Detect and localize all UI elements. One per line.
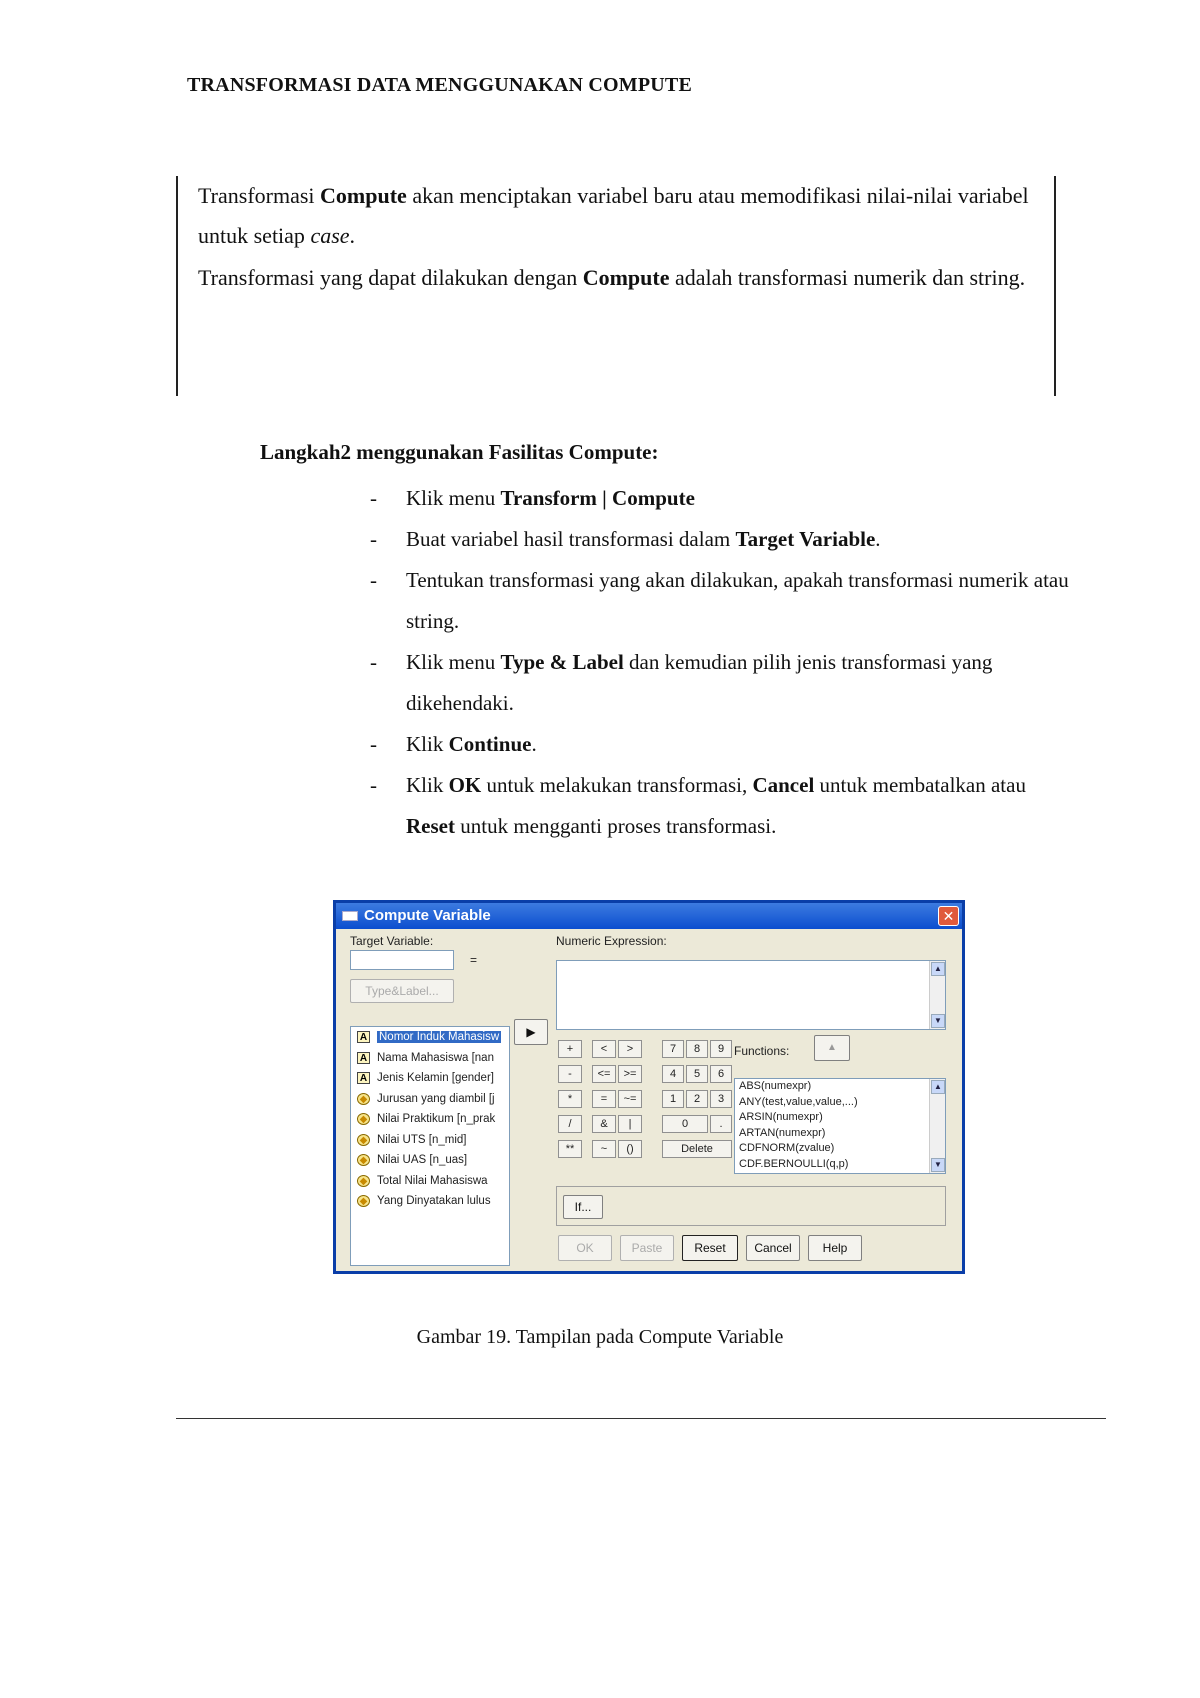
window-icon bbox=[342, 911, 358, 921]
reset-button[interactable]: Reset bbox=[682, 1235, 738, 1261]
page-title: TRANSFORMASI DATA MENGGUNAKAN COMPUTE bbox=[187, 74, 692, 96]
variable-item[interactable]: ◆ Nilai UTS [n_mid] bbox=[351, 1130, 509, 1151]
paste-button[interactable]: Paste bbox=[620, 1235, 674, 1261]
keypad-parentheses[interactable]: () bbox=[618, 1140, 642, 1158]
keypad-power[interactable]: ** bbox=[558, 1140, 582, 1158]
dialog-titlebar bbox=[336, 903, 962, 929]
step-1: - Klik menu Transform | Compute bbox=[370, 486, 695, 510]
numeric-variable-icon: ◆ bbox=[357, 1134, 370, 1146]
if-condition-area bbox=[556, 1186, 946, 1226]
keypad-not[interactable]: ~ bbox=[592, 1140, 616, 1158]
numeric-variable-icon: ◆ bbox=[357, 1195, 370, 1207]
numeric-variable-icon: ◆ bbox=[357, 1113, 370, 1125]
keypad-6[interactable]: 6 bbox=[710, 1065, 732, 1083]
steps-list bbox=[370, 478, 1070, 847]
variable-list[interactable] bbox=[350, 1026, 510, 1266]
keypad-plus[interactable]: + bbox=[558, 1040, 582, 1058]
target-variable-label: Target Variable: bbox=[350, 934, 434, 948]
string-variable-icon: A bbox=[357, 1072, 370, 1084]
scroll-up-icon[interactable]: ▲ bbox=[931, 1080, 945, 1094]
keypad-and[interactable]: & bbox=[592, 1115, 616, 1133]
function-item[interactable]: CDFNORM(zvalue) bbox=[739, 1142, 835, 1154]
step-2: - Buat variabel hasil transformasi dalam Target Variable. bbox=[370, 527, 881, 551]
keypad-less-equal[interactable]: <= bbox=[592, 1065, 616, 1083]
variable-item[interactable]: ◆ Nilai UAS [n_uas] bbox=[351, 1150, 509, 1171]
move-variable-button[interactable]: ▶ bbox=[514, 1019, 548, 1045]
keypad-0[interactable]: 0 bbox=[662, 1115, 708, 1133]
keypad-8[interactable]: 8 bbox=[686, 1040, 708, 1058]
keypad-5[interactable]: 5 bbox=[686, 1065, 708, 1083]
if-button[interactable]: If... bbox=[563, 1195, 603, 1219]
type-label-button[interactable]: Type&Label... bbox=[350, 979, 454, 1003]
figure-caption: Gambar 19. Tampilan pada Compute Variable bbox=[416, 1326, 784, 1348]
function-item[interactable]: ABS(numexpr) bbox=[739, 1080, 812, 1092]
keypad-3[interactable]: 3 bbox=[710, 1090, 732, 1108]
numeric-expression-label: Numeric Expression: bbox=[556, 934, 667, 948]
keypad-4[interactable]: 4 bbox=[662, 1065, 684, 1083]
help-button[interactable]: Help bbox=[808, 1235, 862, 1261]
string-variable-icon: A bbox=[357, 1052, 370, 1064]
variable-item[interactable]: ◆ Nilai Praktikum [n_prak bbox=[351, 1109, 509, 1130]
scroll-down-icon[interactable]: ▼ bbox=[931, 1158, 945, 1172]
dialog-title: Compute Variable bbox=[364, 907, 491, 924]
equals-sign: = bbox=[470, 953, 478, 967]
ok-button[interactable]: OK bbox=[558, 1235, 612, 1261]
intro-box bbox=[176, 176, 1056, 396]
keypad-7[interactable]: 7 bbox=[662, 1040, 684, 1058]
intro-paragraph-2: Transformasi yang dapat dilakukan dengan Compute adalah transformasi numerik dan string. bbox=[198, 265, 1026, 290]
keypad-minus[interactable]: - bbox=[558, 1065, 582, 1083]
keypad-greater-equal[interactable]: >= bbox=[618, 1065, 642, 1083]
numeric-variable-icon: ◆ bbox=[357, 1154, 370, 1166]
footer-divider bbox=[176, 1418, 1106, 1419]
step-3: - Tentukan transformasi yang akan dilakukan, apakah transformasi numerik atau string. bbox=[370, 568, 1069, 633]
keypad-less-than[interactable]: < bbox=[592, 1040, 616, 1058]
steps-heading: Langkah2 menggunakan Fasilitas Compute: bbox=[260, 440, 659, 464]
compute-variable-dialog bbox=[333, 900, 965, 1274]
string-variable-icon: A bbox=[357, 1031, 370, 1043]
variable-item[interactable]: ◆ Yang Dinyatakan lulus bbox=[351, 1191, 509, 1212]
functions-label: Functions: bbox=[734, 1044, 790, 1058]
step-4: - Klik menu Type & Label dan kemudian pilih jenis transformasi yang dikehendaki. bbox=[370, 650, 993, 715]
functions-scrollbar[interactable] bbox=[929, 1079, 945, 1173]
numeric-variable-icon: ◆ bbox=[357, 1093, 370, 1105]
keypad-1[interactable]: 1 bbox=[662, 1090, 684, 1108]
variable-item[interactable]: A Nomor Induk Mahasisw bbox=[351, 1027, 509, 1048]
function-item[interactable]: ARSIN(numexpr) bbox=[739, 1111, 823, 1123]
numeric-expression-input[interactable] bbox=[556, 960, 946, 1030]
keypad-equals[interactable]: = bbox=[592, 1090, 616, 1108]
variable-item[interactable]: A Nama Mahasiswa [nan bbox=[351, 1048, 509, 1069]
keypad-greater-than[interactable]: > bbox=[618, 1040, 642, 1058]
expression-scrollbar[interactable] bbox=[929, 961, 945, 1029]
intro-paragraph-1: Transformasi Compute akan menciptakan variabel baru atau memodifikasi nilai-nilai variabel untuk setiap case. bbox=[198, 183, 1029, 248]
function-item[interactable]: ARTAN(numexpr) bbox=[739, 1126, 826, 1139]
keypad-2[interactable]: 2 bbox=[686, 1090, 708, 1108]
keypad-multiply[interactable]: * bbox=[558, 1090, 582, 1108]
variable-item[interactable]: ◆ Jurusan yang diambil [j bbox=[351, 1089, 509, 1110]
target-variable-input[interactable] bbox=[350, 950, 454, 970]
step-5: - Klik Continue. bbox=[370, 732, 537, 756]
scroll-up-icon[interactable]: ▲ bbox=[931, 962, 945, 976]
step-6: - Klik OK untuk melakukan transformasi, Cancel untuk membatalkan atau Reset untuk mengganti proses transformasi. bbox=[370, 773, 1026, 838]
insert-function-button[interactable]: ▲ bbox=[814, 1035, 850, 1061]
variable-item[interactable]: ◆ Total Nilai Mahasiswa bbox=[351, 1171, 509, 1192]
keypad-divide[interactable]: / bbox=[558, 1115, 582, 1133]
function-item[interactable]: ANY(test,value,value,...) bbox=[739, 1095, 858, 1108]
function-item[interactable]: CDF.BERNOULLI(q,p) bbox=[739, 1157, 849, 1170]
variable-item[interactable]: A Jenis Kelamin [gender] bbox=[351, 1068, 509, 1089]
close-button[interactable]: ✕ bbox=[938, 906, 959, 926]
functions-list[interactable] bbox=[734, 1078, 946, 1174]
keypad-delete[interactable]: Delete bbox=[662, 1140, 732, 1158]
scroll-down-icon[interactable]: ▼ bbox=[931, 1014, 945, 1028]
keypad-not-equal[interactable]: ~= bbox=[618, 1090, 642, 1108]
numeric-variable-icon: ◆ bbox=[357, 1175, 370, 1187]
cancel-button[interactable]: Cancel bbox=[746, 1235, 800, 1261]
keypad-or[interactable]: | bbox=[618, 1115, 642, 1133]
keypad-9[interactable]: 9 bbox=[710, 1040, 732, 1058]
keypad-dot[interactable]: . bbox=[710, 1115, 732, 1133]
